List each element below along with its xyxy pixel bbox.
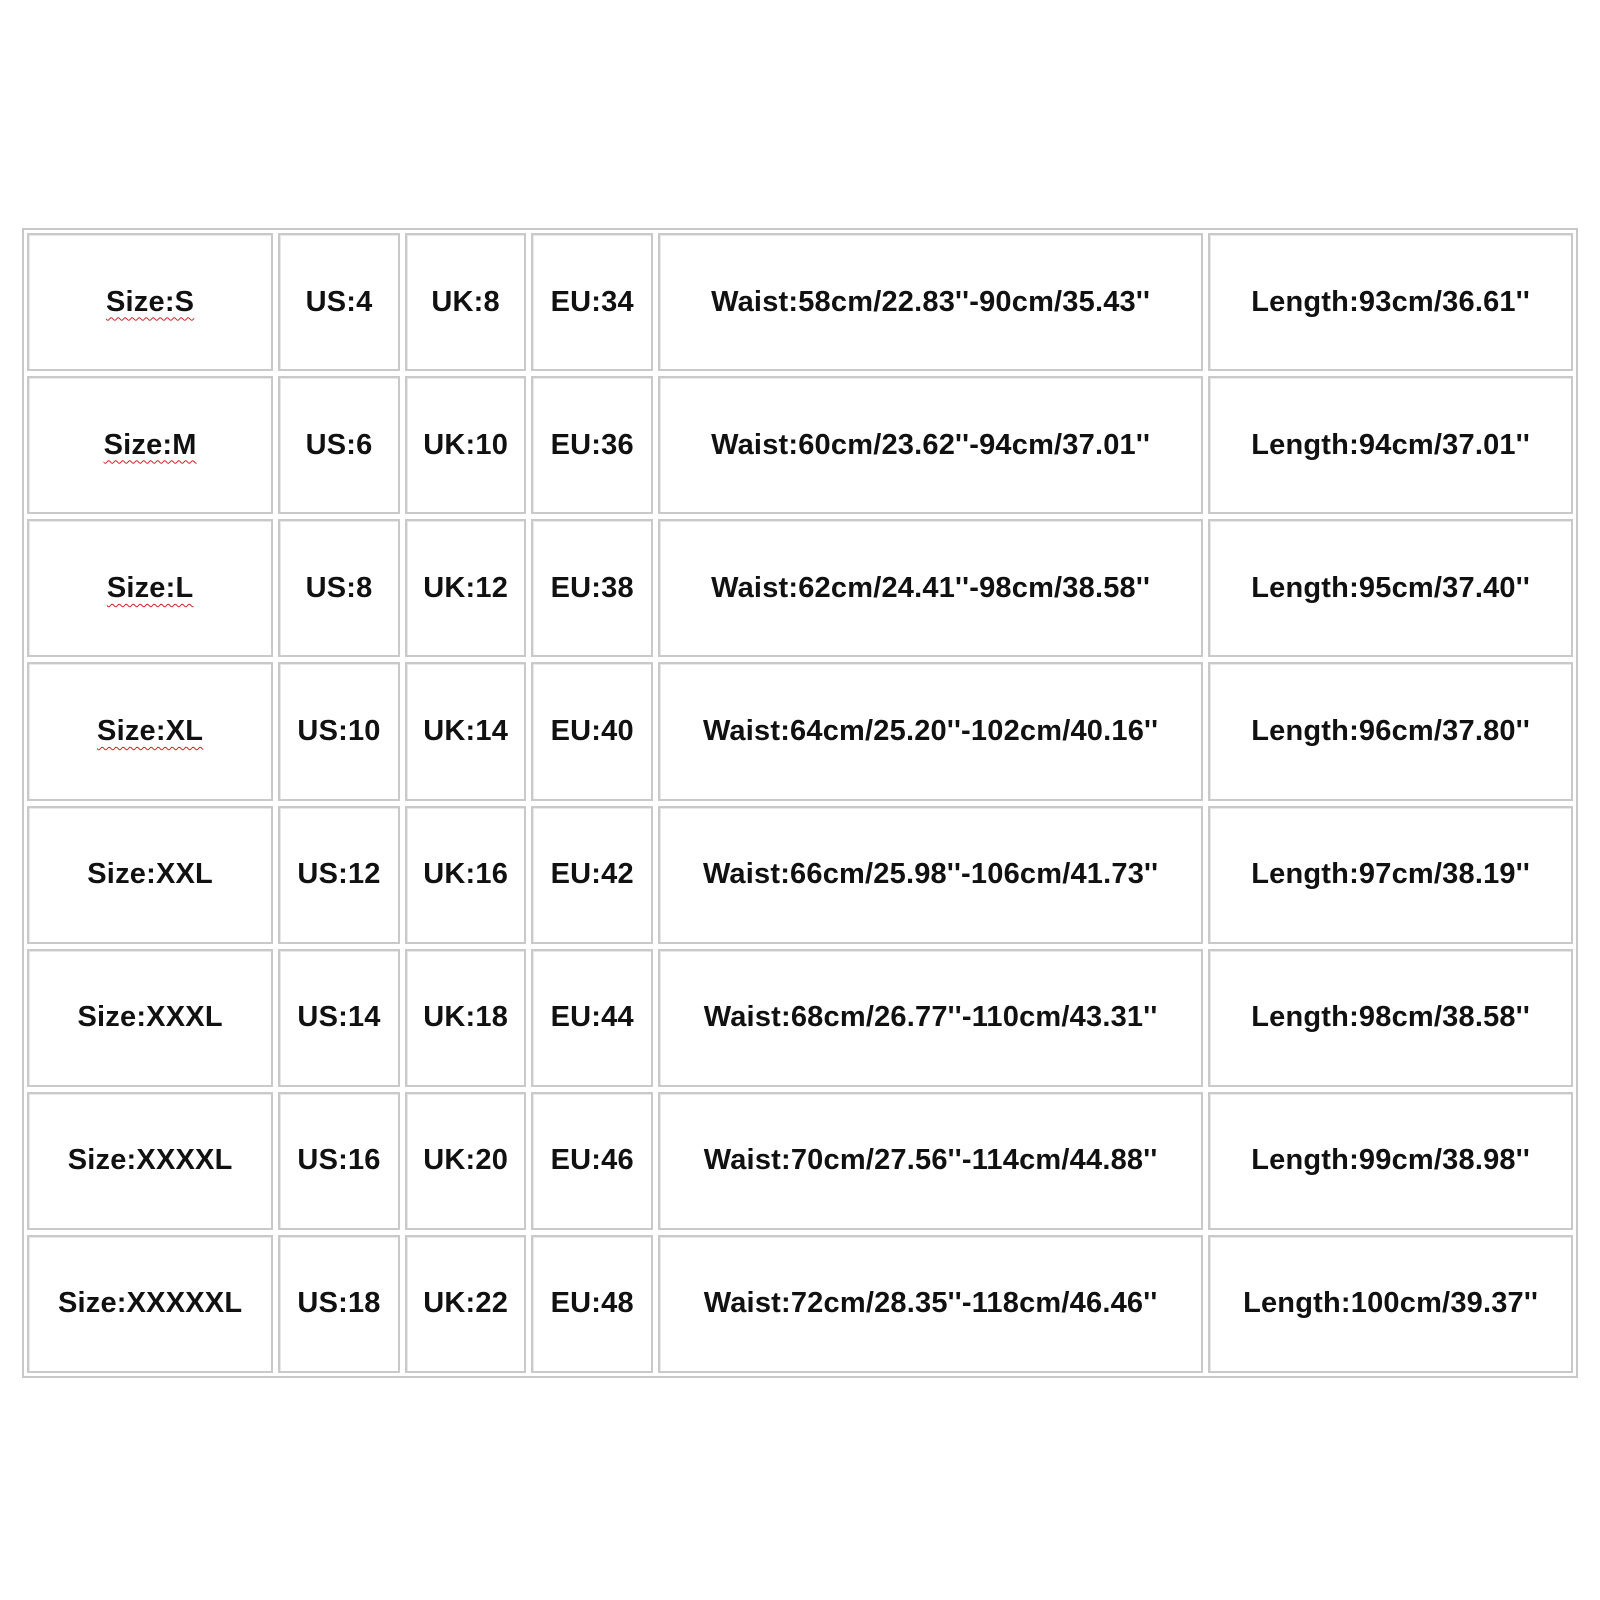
waist-cell: Waist:68cm/26.77''-110cm/43.31'' [658,949,1203,1087]
eu-size-cell: EU:40 [531,662,653,800]
table-row [27,519,1573,657]
waist-cell: Waist:58cm/22.83''-90cm/35.43'' [658,233,1203,371]
length-cell: Length:95cm/37.40'' [1208,519,1573,657]
table-row [27,1092,1573,1230]
table-row [27,1235,1573,1373]
uk-size-cell: UK:14 [405,662,527,800]
eu-size-cell: EU:38 [531,519,653,657]
us-size-cell: US:6 [278,376,400,514]
eu-size-cell: EU:48 [531,1235,653,1373]
size-label: Size:XXXXL [67,1144,233,1177]
table-row [27,233,1573,371]
eu-size-cell: EU:46 [531,1092,653,1230]
size-cell [27,662,273,800]
table-row [27,949,1573,1087]
size-cell [27,519,273,657]
waist-cell: Waist:72cm/28.35''-118cm/46.46'' [658,1235,1203,1373]
uk-size-cell: UK:8 [405,233,527,371]
waist-cell: Waist:64cm/25.20''-102cm/40.16'' [658,662,1203,800]
waist-cell: Waist:60cm/23.62''-94cm/37.01'' [658,376,1203,514]
size-label: Size:XXXXXL [57,1287,243,1320]
us-size-cell: US:14 [278,949,400,1087]
eu-size-cell: EU:42 [531,806,653,944]
size-label: Size:XXXL [77,1001,223,1034]
length-cell: Length:99cm/38.98'' [1208,1092,1573,1230]
length-cell: Length:93cm/36.61'' [1208,233,1573,371]
size-chart-table [22,228,1578,1378]
waist-cell: Waist:66cm/25.98''-106cm/41.73'' [658,806,1203,944]
us-size-cell: US:12 [278,806,400,944]
size-table [22,228,1578,1378]
length-cell: Length:97cm/38.19'' [1208,806,1573,944]
uk-size-cell: UK:16 [405,806,527,944]
uk-size-cell: UK:20 [405,1092,527,1230]
us-size-cell: US:18 [278,1235,400,1373]
uk-size-cell: UK:22 [405,1235,527,1373]
us-size-cell: US:4 [278,233,400,371]
eu-size-cell: EU:44 [531,949,653,1087]
size-label: Size:L [106,571,194,604]
length-cell: Length:96cm/37.80'' [1208,662,1573,800]
size-cell [27,949,273,1087]
length-cell: Length:94cm/37.01'' [1208,376,1573,514]
size-label: Size:S [106,285,195,318]
waist-cell: Waist:62cm/24.41''-98cm/38.58'' [658,519,1203,657]
size-label: Size:XL [97,714,204,747]
size-cell [27,1092,273,1230]
us-size-cell: US:8 [278,519,400,657]
us-size-cell: US:16 [278,1092,400,1230]
uk-size-cell: UK:18 [405,949,527,1087]
us-size-cell: US:10 [278,662,400,800]
uk-size-cell: UK:12 [405,519,527,657]
size-cell [27,806,273,944]
length-cell: Length:100cm/39.37'' [1208,1235,1573,1373]
length-cell: Length:98cm/38.58'' [1208,949,1573,1087]
size-label: Size:XXL [87,858,213,891]
eu-size-cell: EU:36 [531,376,653,514]
table-row [27,662,1573,800]
eu-size-cell: EU:34 [531,233,653,371]
uk-size-cell: UK:10 [405,376,527,514]
size-cell [27,1235,273,1373]
table-row [27,376,1573,514]
waist-cell: Waist:70cm/27.56''-114cm/44.88'' [658,1092,1203,1230]
size-label: Size:M [103,428,197,461]
size-cell [27,233,273,371]
size-cell [27,376,273,514]
table-row [27,806,1573,944]
